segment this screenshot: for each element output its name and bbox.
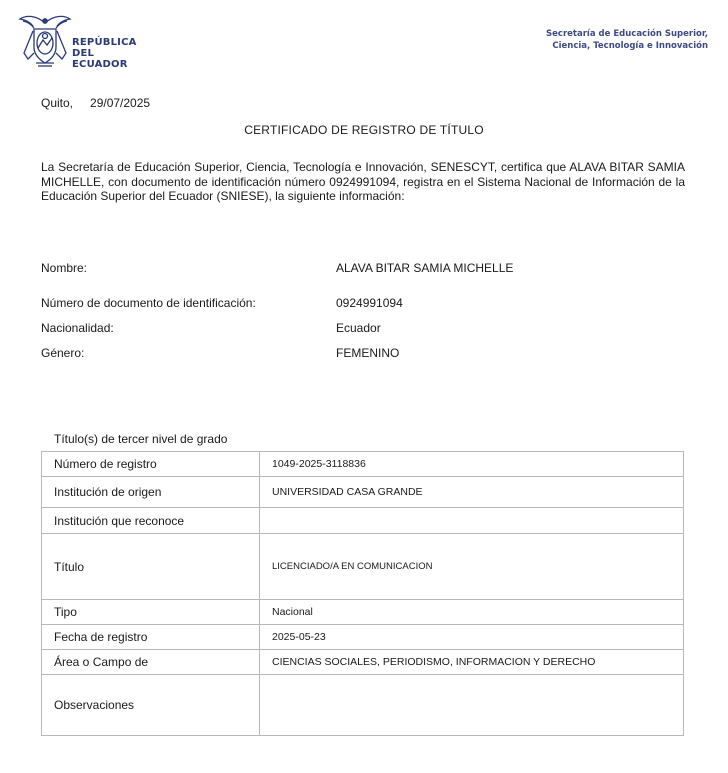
row-value	[260, 675, 684, 736]
logo-line-1: REPÚBLICA	[72, 37, 137, 48]
table-row	[42, 452, 684, 477]
gender-value: FEMENINO	[336, 346, 400, 360]
titles-section-title: Título(s) de tercer nivel de grado	[54, 432, 228, 446]
ecuador-coat-of-arms-icon	[18, 13, 72, 73]
row-value: CIENCIAS SOCIALES, PERIODISMO, INFORMACION Y DERECHO	[260, 650, 684, 675]
nationality-value: Ecuador	[336, 321, 381, 335]
row-label: Fecha de registro	[42, 625, 260, 650]
name-value: ALAVA BITAR SAMIA MICHELLE	[336, 261, 514, 275]
place: Quito,	[41, 96, 74, 110]
id-label: Número de documento de identificación:	[41, 296, 256, 310]
republica-ecuador-logo	[18, 13, 148, 73]
table-row	[42, 650, 684, 675]
logo-text	[72, 37, 148, 70]
secretaria-line-2: Ciencia, Tecnología e Innovación	[552, 41, 708, 51]
row-value: 2025-05-23	[260, 625, 684, 650]
row-label: Tipo	[42, 600, 260, 625]
table-row	[42, 534, 684, 600]
table-row	[42, 625, 684, 650]
issue-date: 29/07/2025	[90, 96, 151, 110]
row-label: Institución que reconoce	[42, 508, 260, 534]
name-label: Nombre:	[41, 261, 88, 275]
table-row	[42, 600, 684, 625]
row-label: Institución de origen	[42, 477, 260, 508]
row-value: 1049-2025-3118836	[260, 452, 684, 477]
row-value: Nacional	[260, 600, 684, 625]
certificate-title: CERTIFICADO DE REGISTRO DE TÍTULO	[244, 123, 484, 137]
place-date	[41, 96, 150, 110]
id-value: 0924991094	[336, 296, 403, 310]
row-value: LICENCIADO/A EN COMUNICACION	[260, 534, 684, 600]
row-label: Título	[42, 534, 260, 600]
row-label: Número de registro	[42, 452, 260, 477]
intro-paragraph: La Secretaría de Educación Superior, Ciencia, Tecnología e Innovación, SENESCYT, certifica que ALAVA BITAR SAMIA MICHELLE, con documento de identificación número 0924991094, registra en el Sistema Nacional de Información de la Educación Superior del Ecuador (SNIESE), la siguiente información:	[41, 160, 685, 203]
secretaria-header	[546, 28, 708, 52]
table-row	[42, 675, 684, 736]
secretaria-line-1: Secretaría de Educación Superior,	[546, 29, 708, 39]
nationality-label: Nacionalidad:	[41, 321, 114, 335]
row-label: Observaciones	[42, 675, 260, 736]
logo-line-2: DEL ECUADOR	[72, 48, 128, 70]
row-value: UNIVERSIDAD CASA GRANDE	[260, 477, 684, 508]
gender-label: Género:	[41, 346, 85, 360]
row-label: Área o Campo de	[42, 650, 260, 675]
table-row	[42, 508, 684, 534]
titles-table	[41, 451, 684, 736]
table-row	[42, 477, 684, 508]
row-value	[260, 508, 684, 534]
